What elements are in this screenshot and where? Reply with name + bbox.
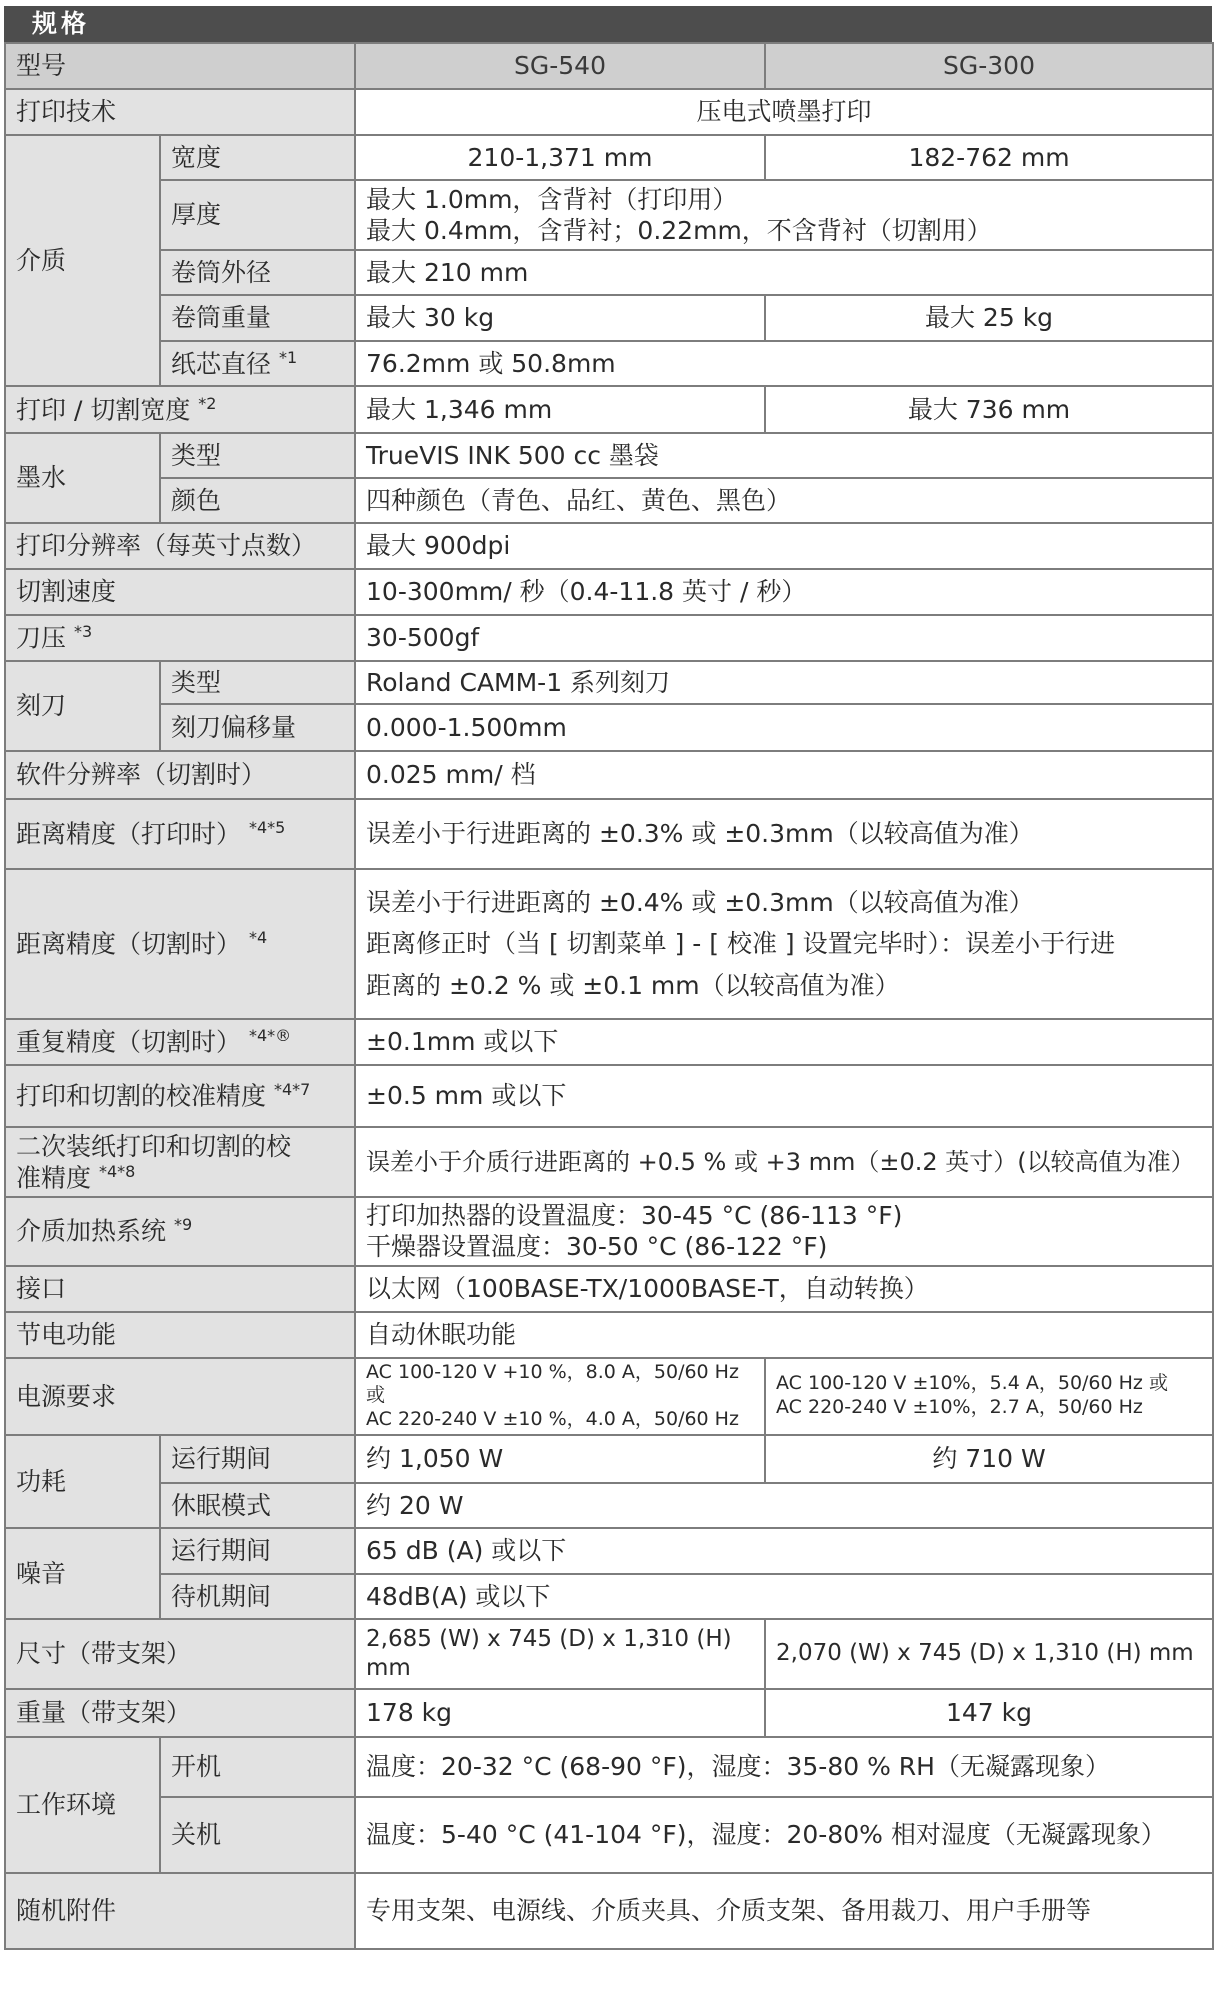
weight-sg300: 147 kg xyxy=(765,1689,1213,1737)
weight-sg540: 178 kg xyxy=(355,1689,765,1737)
section-title: 规格 xyxy=(4,6,1212,42)
print-cut-alignment-label xyxy=(5,1065,355,1127)
power-req-sg540-line2: AC 220-240 V ±10 %，4.0 A，50/60 Hz xyxy=(366,1408,739,1430)
model-label: 型号 xyxy=(5,43,355,89)
power-req-sg540-line1: AC 100-120 V +10 %，8.0 A，50/60 Hz 或 xyxy=(366,1360,739,1407)
model-sg300: SG-300 xyxy=(765,43,1213,89)
distance-accuracy-print-label xyxy=(5,799,355,869)
reload-alignment-note: *4*8 xyxy=(98,1161,136,1181)
table-row xyxy=(5,751,1213,799)
blade-offset-label: 刻刀偏移量 xyxy=(160,704,355,751)
power-req-sg300-line2: AC 220-240 V ±10%，2.7 A，50/60 Hz xyxy=(776,1396,1143,1419)
table-row xyxy=(5,1197,1213,1266)
noise-standby-label: 待机期间 xyxy=(160,1574,355,1619)
repeat-accuracy-label xyxy=(5,1019,355,1065)
media-thickness-label: 厚度 xyxy=(160,180,355,250)
table-row xyxy=(5,523,1213,569)
core-diameter-label xyxy=(160,341,355,386)
print-cut-width-note: *2 xyxy=(198,393,217,413)
blade-type-label: 类型 xyxy=(160,661,355,704)
media-width-sg300: 182-762 mm xyxy=(765,135,1213,180)
table-row xyxy=(5,1797,1213,1873)
distance-accuracy-print-note: *4*5 xyxy=(248,818,286,838)
media-thickness-value xyxy=(355,180,1213,250)
table-row xyxy=(5,569,1213,615)
repeat-accuracy-value: ±0.1mm 或以下 xyxy=(355,1019,1213,1065)
power-req-sg300-line1: AC 100-120 V ±10%，5.4 A，50/60 Hz 或 xyxy=(776,1372,1168,1395)
distance-accuracy-cut-value xyxy=(355,869,1213,1019)
ink-type-value: TrueVIS INK 500 cc 墨袋 xyxy=(355,433,1213,478)
distance-accuracy-cut-line2: 距离修正时（当 [ 切割菜单 ] - [ 校准 ] 设置完毕时）：误差小于行进 xyxy=(366,929,1116,959)
power-req-sg300 xyxy=(765,1358,1213,1435)
dimensions-sg540: 2,685 (W) x 745 (D) x 1,310 (H) mm xyxy=(355,1619,765,1689)
accessories-value: 专用支架、电源线、介质夹具、介质支架、备用裁刀、用户手册等 xyxy=(355,1873,1213,1949)
print-cut-width-sg540: 最大 1,346 mm xyxy=(355,386,765,433)
distance-accuracy-cut-line1: 误差小于行进距离的 ±0.4% 或 ±0.3mm（以较高值为准） xyxy=(366,888,1034,918)
print-resolution-value: 最大 900dpi xyxy=(355,523,1213,569)
power-operating-label: 运行期间 xyxy=(160,1435,355,1483)
table-row xyxy=(5,1266,1213,1312)
table-row xyxy=(5,1528,1213,1574)
distance-accuracy-print-value: 误差小于行进距离的 ±0.3% 或 ±0.3mm（以较高值为准） xyxy=(355,799,1213,869)
environment-on-value: 温度：20-32 °C (68-90 °F)，湿度：35-80 % RH（无凝露现象） xyxy=(355,1737,1213,1797)
print-cut-alignment-value: ±0.5 mm 或以下 xyxy=(355,1065,1213,1127)
table-row xyxy=(5,433,1213,478)
environment-off-value: 温度：5-40 °C (41-104 °F)，湿度：20-80% 相对湿度（无凝露现象） xyxy=(355,1797,1213,1873)
table-row xyxy=(5,43,1213,89)
reload-alignment-label-line2: 准精度 xyxy=(16,1163,92,1193)
table-row xyxy=(5,1312,1213,1358)
media-width-label: 宽度 xyxy=(160,135,355,180)
blade-offset-value: 0.000-1.500mm xyxy=(355,704,1213,751)
power-saving-value: 自动休眠功能 xyxy=(355,1312,1213,1358)
power-saving-label: 节电功能 xyxy=(5,1312,355,1358)
ink-color-label: 颜色 xyxy=(160,478,355,523)
table-row xyxy=(5,180,1213,250)
software-resolution-value: 0.025 mm/ 档 xyxy=(355,751,1213,799)
spec-table xyxy=(4,42,1214,1950)
heating-line1: 打印加热器的设置温度：30-45 °C (86-113 °F) xyxy=(366,1201,903,1230)
table-row xyxy=(5,1689,1213,1737)
dimensions-sg300: 2,070 (W) x 745 (D) x 1,310 (H) mm xyxy=(765,1619,1213,1689)
blade-label: 刻刀 xyxy=(5,661,160,751)
power-req-label: 电源要求 xyxy=(5,1358,355,1435)
cut-speed-label: 切割速度 xyxy=(5,569,355,615)
print-cut-width-label-text: 打印 / 切割宽度 xyxy=(16,395,191,425)
distance-accuracy-cut-label-text: 距离精度（切割时） xyxy=(16,929,242,959)
interface-value: 以太网（100BASE-TX/1000BASE-T，自动转换） xyxy=(355,1266,1213,1312)
table-row xyxy=(5,661,1213,704)
noise-standby-value: 48dB(A) 或以下 xyxy=(355,1574,1213,1619)
ink-type-label: 类型 xyxy=(160,433,355,478)
environment-off-label: 关机 xyxy=(160,1797,355,1873)
repeat-accuracy-note: *4*® xyxy=(248,1026,292,1046)
power-sleep-label: 休眠模式 xyxy=(160,1483,355,1528)
print-tech-label: 打印技术 xyxy=(5,89,355,135)
reload-alignment-label-line1: 二次装纸打印和切割的校 xyxy=(16,1131,292,1161)
blade-force-note: *3 xyxy=(73,622,93,642)
table-row xyxy=(5,704,1213,751)
table-row xyxy=(5,1873,1213,1949)
blade-force-label xyxy=(5,615,355,661)
core-diameter-note: *1 xyxy=(278,347,298,367)
software-resolution-label: 软件分辨率（切割时） xyxy=(5,751,355,799)
table-row xyxy=(5,295,1213,341)
power-operating-sg300: 约 710 W xyxy=(765,1435,1213,1483)
roll-weight-sg300: 最大 25 kg xyxy=(765,295,1213,341)
table-row xyxy=(5,1127,1213,1197)
ink-color-value: 四种颜色（青色、品红、黄色、黑色） xyxy=(355,478,1213,523)
heating-label xyxy=(5,1197,355,1266)
reload-alignment-label xyxy=(5,1127,355,1197)
power-consumption-label: 功耗 xyxy=(5,1435,160,1528)
distance-accuracy-cut-note: *4 xyxy=(248,928,268,948)
spec-sheet xyxy=(4,0,1212,1950)
heating-note: *9 xyxy=(173,1215,193,1235)
table-row xyxy=(5,89,1213,135)
media-label: 介质 xyxy=(5,135,160,386)
table-row xyxy=(5,1435,1213,1483)
table-row xyxy=(5,1065,1213,1127)
table-row xyxy=(5,1737,1213,1797)
weight-label: 重量（带支架） xyxy=(5,1689,355,1737)
table-row xyxy=(5,1019,1213,1065)
table-row xyxy=(5,478,1213,523)
print-tech-value: 压电式喷墨打印 xyxy=(355,89,1213,135)
heating-label-text: 介质加热系统 xyxy=(16,1216,167,1246)
power-sleep-value: 约 20 W xyxy=(355,1483,1213,1528)
table-row xyxy=(5,386,1213,433)
core-diameter-value: 76.2mm 或 50.8mm xyxy=(355,341,1213,386)
model-sg540: SG-540 xyxy=(355,43,765,89)
print-cut-alignment-note: *4*7 xyxy=(273,1080,311,1100)
blade-force-label-text: 刀压 xyxy=(16,623,67,653)
roll-weight-label: 卷筒重量 xyxy=(160,295,355,341)
noise-operating-value: 65 dB (A) 或以下 xyxy=(355,1528,1213,1574)
core-diameter-label-text: 纸芯直径 xyxy=(171,349,272,379)
table-row xyxy=(5,1619,1213,1689)
print-cut-alignment-label-text: 打印和切割的校准精度 xyxy=(16,1081,267,1111)
accessories-label: 随机附件 xyxy=(5,1873,355,1949)
roll-diameter-label: 卷筒外径 xyxy=(160,250,355,295)
table-row xyxy=(5,341,1213,386)
media-thickness-line1: 最大 1.0mm，含背衬（打印用） xyxy=(366,184,738,214)
heating-line2: 干燥器设置温度：30-50 °C (86-122 °F) xyxy=(366,1232,828,1262)
print-cut-width-sg300: 最大 736 mm xyxy=(765,386,1213,433)
dimensions-label: 尺寸（带支架） xyxy=(5,1619,355,1689)
table-row xyxy=(5,1483,1213,1528)
noise-operating-label: 运行期间 xyxy=(160,1528,355,1574)
repeat-accuracy-label-text: 重复精度（切割时） xyxy=(16,1027,242,1057)
environment-on-label: 开机 xyxy=(160,1737,355,1797)
blade-force-value: 30-500gf xyxy=(355,615,1213,661)
blade-type-value: Roland CAMM-1 系列刻刀 xyxy=(355,661,1213,704)
table-row xyxy=(5,615,1213,661)
interface-label: 接口 xyxy=(5,1266,355,1312)
print-cut-width-label xyxy=(5,386,355,433)
roll-diameter-value: 最大 210 mm xyxy=(355,250,1213,295)
table-row xyxy=(5,869,1213,1019)
table-row xyxy=(5,1358,1213,1435)
roll-weight-sg540: 最大 30 kg xyxy=(355,295,765,341)
media-thickness-line2: 最大 0.4mm，含背衬；0.22mm，不含背衬（切割用） xyxy=(366,216,992,245)
print-resolution-label: 打印分辨率（每英寸点数） xyxy=(5,523,355,569)
power-req-sg540 xyxy=(355,1358,765,1435)
cut-speed-value: 10-300mm/ 秒（0.4-11.8 英寸 / 秒） xyxy=(355,569,1213,615)
table-row xyxy=(5,250,1213,295)
media-width-sg540: 210-1,371 mm xyxy=(355,135,765,180)
distance-accuracy-print-label-text: 距离精度（打印时） xyxy=(16,819,242,849)
ink-label: 墨水 xyxy=(5,433,160,523)
power-operating-sg540: 约 1,050 W xyxy=(355,1435,765,1483)
table-row xyxy=(5,1574,1213,1619)
table-row xyxy=(5,135,1213,180)
heating-value xyxy=(355,1197,1213,1266)
distance-accuracy-cut-label xyxy=(5,869,355,1019)
reload-alignment-value: 误差小于介质行进距离的 +0.5 % 或 +3 mm（±0.2 英寸）(以较高值为准） xyxy=(355,1127,1213,1197)
distance-accuracy-cut-line3: 距离的 ±0.2 % 或 ±0.1 mm（以较高值为准） xyxy=(366,970,900,1000)
noise-label: 噪音 xyxy=(5,1528,160,1619)
environment-label: 工作环境 xyxy=(5,1737,160,1873)
table-row xyxy=(5,799,1213,869)
